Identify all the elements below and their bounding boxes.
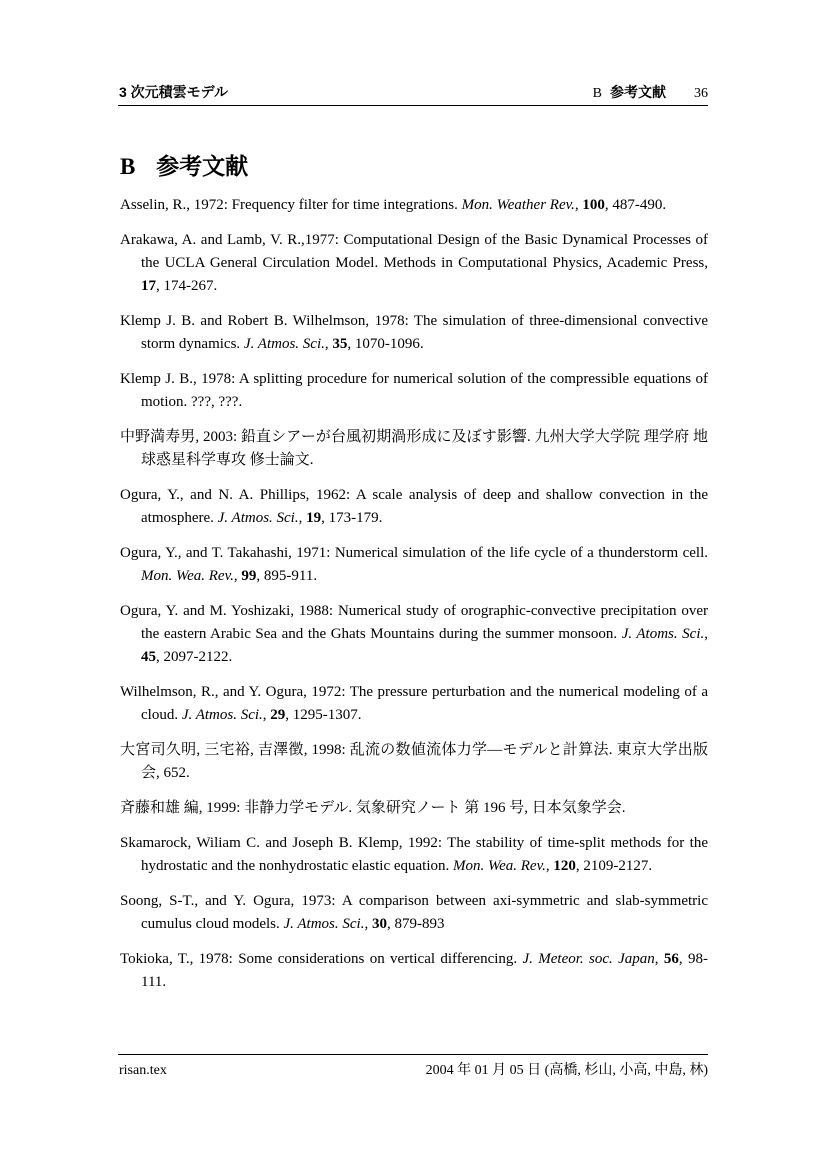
section-title xyxy=(120,152,248,181)
reference-segment: Soong, S-T., and Y. Ogura, 1973: A comparison between axi-symmetric and slab-symmetric cumulus cloud models. xyxy=(120,893,708,932)
reference-segment: 35 xyxy=(332,336,348,352)
reference-item xyxy=(120,681,708,727)
reference-segment: 29 xyxy=(270,707,286,723)
reference-segment: , 487-490. xyxy=(604,197,667,213)
reference-segment: J. Atmos. Sci. xyxy=(217,510,299,526)
reference-segment: , xyxy=(545,858,554,874)
reference-segment: Skamarock, Wiliam C. and Joseph B. Klemp, 1992: The stability of time-split methods for the hydrostatic and the nonhydrostatic elastic equation. xyxy=(120,835,708,874)
reference-segment: 斉藤和雄 編, 1999: 非静力学モデル. 気象研究ノート 第 196 号, 日本気象学会. xyxy=(120,800,626,816)
reference-segment: Asselin, R., 1972: Frequency filter for time integrations. xyxy=(120,197,462,213)
running-head xyxy=(119,84,708,102)
section-title-label: 参考文献 xyxy=(156,153,249,180)
reference-segment: 120 xyxy=(553,858,576,874)
reference-segment: Ogura, Y., and N. A. Phillips, 1962: A scale analysis of deep and shallow convection in the atmosphere. xyxy=(120,487,708,526)
reference-segment: , xyxy=(654,951,664,967)
reference-segment: , 2097-2122. xyxy=(156,649,233,665)
reference-segment: , xyxy=(262,707,271,723)
reference-segment: 99 xyxy=(241,568,257,584)
reference-segment: , 98-111. xyxy=(141,951,709,990)
reference-item xyxy=(120,542,708,588)
footer-date-authors: 2004 年 01 月 05 日 (高橋, 杉山, 小高, 中島, 林) xyxy=(425,1063,708,1078)
reference-segment: 45 xyxy=(141,649,156,665)
footer-rule xyxy=(118,1054,708,1055)
reference-segment: 大宮司久明, 三宅裕, 吉澤徴, 1998: 乱流の数値流体力学—モデルと計算法. 東京大学出版会, 652. xyxy=(120,742,708,781)
reference-segment: J. Atmos. Sci. xyxy=(283,916,365,932)
running-head-section-number: B xyxy=(592,86,602,101)
reference-segment: Arakawa, A. and Lamb, V. R.,1977: Computational Design of the Basic Dynamical Processes of the UCLA General Circulation Model. Methods in Computational Physics, Academic Press, xyxy=(120,232,708,271)
reference-item xyxy=(120,229,708,298)
reference-item xyxy=(120,484,708,530)
reference-item xyxy=(120,426,708,472)
reference-segment: , 174-267. xyxy=(156,278,218,294)
reference-segment: J. Atmos. Sci. xyxy=(181,707,263,723)
reference-segment: 100 xyxy=(582,197,605,213)
reference-segment: Mon. Wea. Rev. xyxy=(141,568,234,584)
reference-item xyxy=(120,890,708,936)
running-head-chapter: 3 次元積雲モデル xyxy=(119,84,228,100)
reference-segment: , 173-179. xyxy=(321,510,383,526)
reference-segment: 19 xyxy=(306,510,322,526)
reference-segment: , xyxy=(298,510,307,526)
reference-segment: 17 xyxy=(141,278,156,294)
reference-segment: Ogura, Y. and M. Yoshizaki, 1988: Numerical study of orographic-convective precipitation over the eastern Arabic Sea and the Ghats Mountains during the summer monsoon. xyxy=(120,603,708,642)
reference-segment: , 1070-1096. xyxy=(347,336,424,352)
reference-segment: J. Meteor. soc. Japan xyxy=(522,951,655,967)
running-head-right xyxy=(593,84,708,102)
running-head-section-title: 参考文献 xyxy=(610,84,666,100)
reference-segment: 中野満寿男, 2003: 鉛直シアーが台風初期渦形成に及ぼす影響. 九州大学大学院 理学府 地球惑星科学専攻 修士論文. xyxy=(120,429,708,468)
header-rule xyxy=(118,105,708,106)
reference-item xyxy=(120,797,708,820)
reference-segment: 30 xyxy=(371,916,387,932)
reference-item xyxy=(120,368,708,414)
reference-segment: J. Atmos. Sci. xyxy=(243,336,325,352)
page-number: 36 xyxy=(694,86,708,101)
reference-item xyxy=(120,832,708,878)
reference-segment: Ogura, Y., and T. Takahashi, 1971: Numerical simulation of the life cycle of a thunderstorm cell. xyxy=(120,545,708,561)
reference-segment: Klemp J. B. and Robert B. Wilhelmson, 1978: The simulation of three-dimensional convective storm dynamics. xyxy=(120,313,708,352)
reference-segment: 56 xyxy=(663,951,679,967)
reference-item xyxy=(120,600,708,669)
reference-segment: , xyxy=(364,916,372,932)
reference-segment: Tokioka, T., 1978: Some considerations on vertical differencing. xyxy=(120,951,523,967)
reference-segment: , xyxy=(574,197,583,213)
reference-segment: Mon. Wea. Rev. xyxy=(453,858,546,874)
footer-filename: risan.tex xyxy=(119,1063,167,1078)
reference-item xyxy=(120,948,708,994)
reference-segment: Klemp J. B., 1978: A splitting procedure for numerical solution of the compressible equations of motion. ???, ???. xyxy=(120,371,708,410)
reference-segment: , xyxy=(324,336,333,352)
reference-item xyxy=(120,310,708,356)
reference-segment: , 879-893 xyxy=(386,916,445,932)
reference-item xyxy=(120,194,708,217)
reference-segment: J. Atoms. Sci. xyxy=(621,626,705,642)
page-footer xyxy=(119,1062,708,1080)
reference-segment: , 895-911. xyxy=(256,568,318,584)
reference-segment: Wilhelmson, R., and Y. Ogura, 1972: The pressure perturbation and the numerical modeling of a cloud. xyxy=(120,684,708,723)
reference-segment: Mon. Weather Rev. xyxy=(461,197,575,213)
reference-segment: , 2109-2127. xyxy=(575,858,653,874)
reference-segment: , xyxy=(233,568,242,584)
reference-item xyxy=(120,739,708,785)
section-title-number: B xyxy=(120,154,136,180)
references-list xyxy=(120,194,708,1006)
reference-segment: , 1295-1307. xyxy=(285,707,362,723)
reference-segment: , xyxy=(704,626,709,642)
